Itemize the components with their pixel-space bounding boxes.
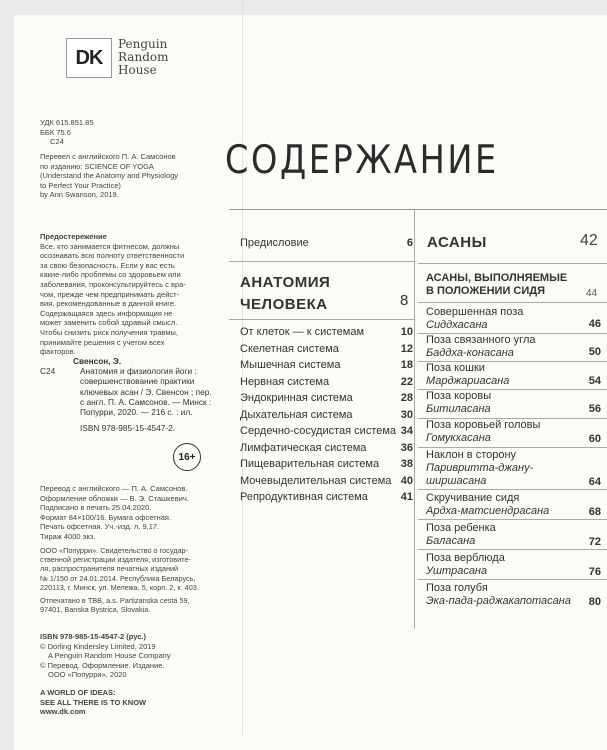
subsection-rule <box>418 302 607 303</box>
warning-block: Предостережение Все, кто занимается фитнесом, должны осознавать всю полноту ответственности за свою безопасность. Если у вас есть какие-либо проблемы со здоровьем или заболевания, проконсультируйтесь с вра- чом, прежде чем предпринимать дейст- вия, рекомендованные в данной книге. Содержащаяся здесь информация не может заменить собой здравый смысл. Чтобы снизить риск получения травмы, принимайте решения с учетом всех факторов. <box>40 232 222 357</box>
toc-pose-item: Поза кошки Марджариасана 54 <box>426 362 601 387</box>
toc-subsection-seated: АСАНЫ, ВЫПОЛНЯЕМЫЕ В ПОЛОЖЕНИИ СИДЯ <box>426 272 568 297</box>
toc-pose-item: Поза коровьей головы Гомукхасана 60 <box>426 419 601 445</box>
toc-pose-item: Скручивание сидя Ардха-матсиендрасана 68 <box>426 492 601 518</box>
publisher-info: ООО «Попурри». Свидетельство о государ- ственной регистрации издателя, изготовите- ля, распространителя печатных изданий № 1/150 от 24.01.2014. Республика Беларусь, 220113, г. Минск, ул. Мележа, 5, корп. 2, к. 403. Отпечатано в TBB, a.s. Partizanska cesta 59, 97401, Banska Bystrica, Slovakia. <box>40 546 199 615</box>
toc-item: Лимфатическая система 36 <box>240 441 413 454</box>
toc-pose-item: Поза верблюда Уштрасана 76 <box>426 552 601 578</box>
asany-rule <box>418 263 607 264</box>
toc-item: Мышечная система 18 <box>240 359 413 371</box>
dk-slogan: A WORLD OF IDEAS: SEE ALL THERE IS TO KNOW www.dk.com <box>40 688 147 717</box>
bibliographic-record: Свенсон, Э. C24 Анатомия и физиология йоги : совершенствование практики ключевых асан / Э. Свенсон ; пер. с англ. П. А. Самсонов. — Минск : Попурри, 2020. — 216 с. : ил. ISBN 978-985-15-4547-2. <box>40 356 212 434</box>
pose-rule <box>418 447 607 448</box>
anatomy-rule <box>229 319 414 320</box>
toc-item: Эндокринная система 28 <box>240 392 413 404</box>
toc-pose-item: Совершенная поза Сиддхасана 46 <box>426 306 601 331</box>
translation-info: Перевел с английского П. А. Самсонов по изданию: SCIENCE OF YOGA (Understand the Anatomy and Physiology to Perfect Your Practice) by Ann Swanson, 2019. <box>40 152 178 200</box>
copyright-block: ISBN 978-985-15-4547-2 (рус.) © Dorling Kindersley Limited, 2019 A Penguin Random House Company © Перевод. Оформление. Издание. ООО «Попурри», 2020 <box>40 632 171 680</box>
publisher-logo <box>66 32 226 84</box>
toc-item: От клеток — к системам 10 <box>240 326 413 338</box>
prh-name: Penguin Random House <box>118 37 169 77</box>
toc-item: Скелетная система 12 <box>240 342 413 355</box>
dk-logo: DK <box>66 38 112 78</box>
toc-pose-item: Наклон в сторону Паривритта-джану- ширшасана 64 <box>426 449 601 488</box>
toc-subsection-seated-page: 44 <box>586 288 598 299</box>
title-rule <box>229 209 607 210</box>
pose-rule <box>418 519 607 520</box>
pose-rule <box>418 489 607 490</box>
catalog-codes: УДК 615.851.85 ББК 75.6 C24 <box>40 118 94 147</box>
pose-rule <box>418 549 607 550</box>
column-divider <box>414 209 415 629</box>
toc-item: Нервная система 22 <box>240 375 413 388</box>
age-rating-badge: 16+ <box>173 443 201 471</box>
toc-section-anatomy-page: 8 <box>400 292 409 309</box>
toc-item: Репродуктивная система 41 <box>240 491 413 503</box>
toc-item: Пищеварительная система 38 <box>240 458 413 470</box>
toc-pose-item: Поза связанного угла Баддха-конасана 50 <box>426 334 601 359</box>
toc-pose-item: Поза коровы Битиласана 56 <box>426 390 601 415</box>
toc-pose-item: Поза голубя Эка-пада-раджакапотасана 80 <box>426 582 601 608</box>
preface-rule <box>229 261 414 262</box>
page-title: СОДЕРЖАНИЕ <box>225 138 499 183</box>
pose-rule <box>418 579 607 580</box>
toc-section-asany: АСАНЫ <box>427 234 487 251</box>
toc-section-asany-page: 42 <box>580 232 598 249</box>
toc-item: Сердечно-сосудистая система 34 <box>240 425 413 437</box>
toc-item: Дыхательная система 30 <box>240 408 413 421</box>
print-info: Перевод с английского — П. А. Самсонов. Оформление обложки — В. Э. Сташкевич. Подписано в печать 25.04.2020. Формат 84×100/16. Бумага офсетная. Печать офсетная. Уч.-изд. л. 9,17. Тираж 4000 экз. <box>40 484 189 541</box>
warning-heading: Предостережение <box>40 232 107 241</box>
toc-section-anatomy: АНАТОМИЯ ЧЕЛОВЕКА <box>240 274 331 313</box>
toc-pose-item: Поза ребенка Баласана 72 <box>426 522 601 548</box>
toc-item: Мочевыделительная система 40 <box>240 474 413 487</box>
